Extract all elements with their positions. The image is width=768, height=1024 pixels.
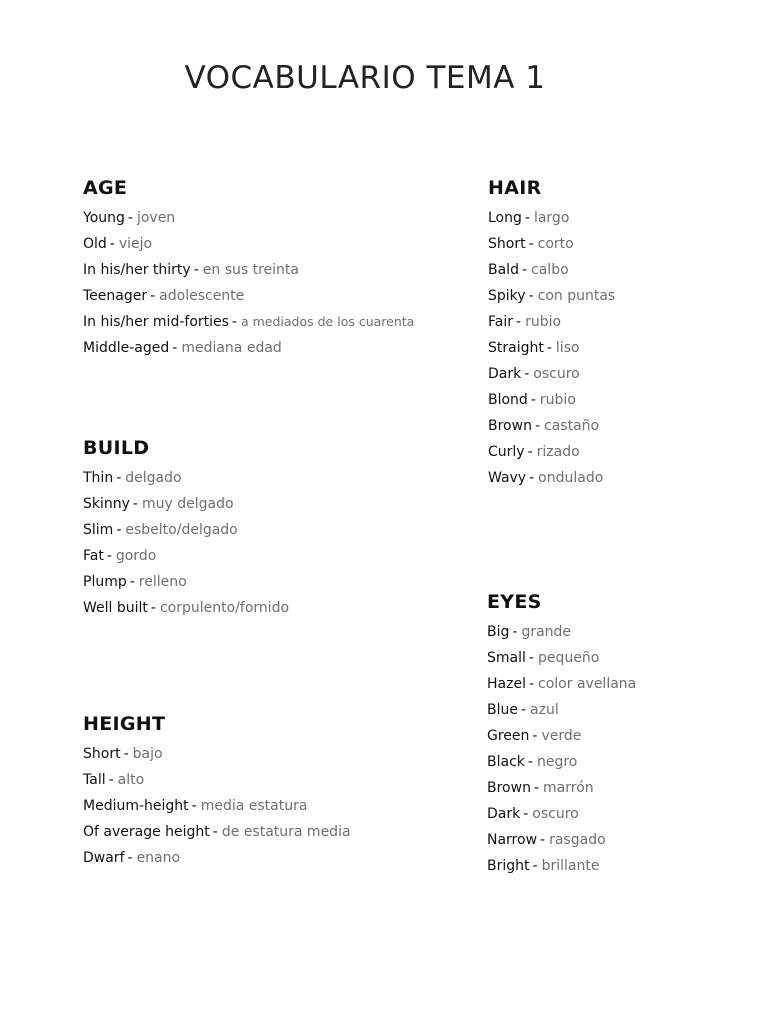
vocab-item: [487, 697, 636, 723]
separator: -: [528, 676, 535, 692]
separator: -: [127, 210, 133, 226]
vocab-item: [488, 231, 615, 257]
vocab-list-age: [83, 205, 414, 361]
separator: -: [108, 772, 114, 788]
page-title: VOCABULARIO TEMA 1: [184, 60, 546, 96]
vocab-item: [488, 283, 615, 309]
vocab-item: [83, 491, 289, 517]
separator: -: [527, 444, 533, 460]
spanish-translation: joven: [136, 210, 176, 226]
english-term: Young: [83, 210, 125, 226]
section-hair: [488, 177, 615, 491]
spanish-translation: en sus treinta: [202, 262, 299, 278]
english-term: Tall: [83, 772, 106, 788]
section-eyes: [487, 591, 636, 879]
separator: -: [123, 746, 129, 762]
vocab-item: [487, 619, 636, 645]
english-term: Skinny: [83, 496, 130, 512]
vocab-item: [487, 645, 636, 671]
vocab-item: [488, 465, 615, 491]
vocab-item: [83, 845, 351, 871]
vocab-item: [83, 793, 351, 819]
separator: -: [231, 314, 237, 330]
english-term: Middle-aged: [83, 340, 170, 356]
spanish-translation: negro: [536, 754, 578, 770]
separator: -: [150, 600, 156, 616]
english-term: Green: [487, 728, 530, 744]
english-term: In his/her mid-forties: [83, 314, 229, 330]
vocab-item: [488, 439, 615, 465]
english-term: Straight: [488, 340, 544, 356]
spanish-translation: viejo: [118, 236, 153, 252]
vocab-item: [83, 335, 414, 361]
section-heading-height: HEIGHT: [83, 713, 166, 735]
separator: -: [532, 728, 538, 744]
separator: -: [150, 288, 156, 304]
spanish-translation: bajo: [132, 746, 163, 762]
vocab-item: [83, 205, 414, 231]
english-term: Blue: [487, 702, 518, 718]
spanish-translation: enano: [136, 850, 181, 866]
spanish-translation: mediana edad: [181, 340, 282, 356]
english-term: Short: [488, 236, 526, 252]
vocab-item: [83, 283, 414, 309]
vocab-item: [83, 257, 414, 283]
vocab-item: [83, 465, 289, 491]
vocab-item: [487, 775, 636, 801]
section-height: [83, 713, 351, 871]
vocab-item: [83, 517, 289, 543]
spanish-translation: grande: [521, 624, 572, 640]
english-term: Teenager: [83, 288, 148, 304]
spanish-translation: verde: [541, 728, 582, 744]
spanish-translation: brillante: [541, 858, 600, 874]
section-heading-hair: HAIR: [488, 177, 542, 199]
english-term: Bright: [487, 858, 530, 874]
vocab-item: [83, 741, 351, 767]
english-term: Curly: [488, 444, 525, 460]
separator: -: [191, 798, 197, 814]
english-term: Of average height: [83, 824, 210, 840]
separator: -: [529, 470, 535, 486]
vocab-item: [488, 205, 615, 231]
separator: -: [524, 210, 530, 226]
spanish-translation: rasgado: [549, 832, 606, 848]
section-age: [83, 177, 414, 361]
spanish-translation: alto: [117, 772, 145, 788]
spanish-translation: adolescente: [159, 288, 245, 304]
english-term: Black: [487, 754, 525, 770]
spanish-translation: a mediados de los cuarenta: [240, 314, 415, 329]
separator: -: [521, 262, 528, 278]
english-term: Old: [83, 236, 107, 252]
separator: -: [512, 624, 518, 640]
english-term: In his/her thirty: [83, 262, 191, 278]
section-heading-build: BUILD: [83, 437, 150, 459]
spanish-translation: marrón: [543, 780, 594, 796]
separator: -: [527, 754, 533, 770]
separator: -: [540, 832, 546, 848]
separator: -: [532, 858, 538, 874]
separator: -: [528, 236, 534, 252]
separator: -: [116, 470, 122, 486]
vocab-item: [83, 309, 414, 335]
separator: -: [116, 522, 122, 538]
spanish-translation: liso: [555, 340, 580, 356]
separator: -: [193, 262, 199, 278]
english-term: Slim: [83, 522, 114, 538]
separator: -: [534, 418, 541, 434]
vocab-item: [83, 231, 414, 257]
separator: -: [172, 340, 178, 356]
english-term: Dark: [488, 366, 522, 382]
vocab-item: [488, 413, 615, 439]
vocab-item: [487, 723, 636, 749]
spanish-translation: delgado: [125, 470, 182, 486]
vocab-item: [488, 257, 615, 283]
vocab-item: [83, 819, 351, 845]
separator: -: [109, 236, 115, 252]
spanish-translation: rubio: [539, 392, 576, 408]
english-term: Narrow: [487, 832, 538, 848]
spanish-translation: con puntas: [537, 288, 616, 304]
english-term: Thin: [83, 470, 114, 486]
vocab-item: [487, 671, 636, 697]
spanish-translation: rizado: [536, 444, 580, 460]
spanish-translation: corpulento/fornido: [159, 600, 290, 616]
vocab-item: [488, 361, 615, 387]
spanish-translation: largo: [533, 210, 570, 226]
separator: -: [516, 314, 522, 330]
spanish-translation: oscuro: [532, 806, 579, 822]
spanish-translation: azul: [530, 702, 559, 718]
spanish-translation: gordo: [115, 548, 157, 564]
vocab-item: [487, 801, 636, 827]
english-term: Brown: [488, 418, 532, 434]
spanish-translation: relleno: [138, 574, 187, 590]
vocab-item: [83, 543, 289, 569]
spanish-translation: muy delgado: [141, 496, 234, 512]
vocab-item: [488, 309, 615, 335]
vocab-item: [487, 853, 636, 879]
vocab-item: [83, 595, 289, 621]
english-term: Plump: [83, 574, 127, 590]
vocab-item: [488, 335, 615, 361]
spanish-translation: castaño: [544, 418, 600, 434]
spanish-translation: corto: [537, 236, 574, 252]
separator: -: [530, 392, 536, 408]
separator: -: [533, 780, 540, 796]
english-term: Medium-height: [83, 798, 189, 814]
separator: -: [129, 574, 135, 590]
vocab-list-hair: [488, 205, 615, 491]
english-term: Dwarf: [83, 850, 125, 866]
vocab-item: [488, 387, 615, 413]
english-term: Well built: [83, 600, 148, 616]
english-term: Big: [487, 624, 510, 640]
english-term: Spiky: [488, 288, 526, 304]
section-heading-eyes: EYES: [487, 591, 542, 613]
vocab-list-height: [83, 741, 351, 871]
spanish-translation: ondulado: [538, 470, 604, 486]
separator: -: [127, 850, 133, 866]
english-term: Long: [488, 210, 522, 226]
section-build: [83, 437, 289, 621]
vocab-list-build: [83, 465, 289, 621]
separator: -: [528, 288, 534, 304]
english-term: Short: [83, 746, 121, 762]
english-term: Brown: [487, 780, 531, 796]
vocab-item: [487, 749, 636, 775]
english-term: Fair: [488, 314, 513, 330]
separator: -: [132, 496, 138, 512]
spanish-translation: media estatura: [200, 798, 308, 814]
separator: -: [523, 806, 529, 822]
separator: -: [106, 548, 112, 564]
english-term: Wavy: [488, 470, 527, 486]
vocab-list-eyes: [487, 619, 636, 879]
spanish-translation: color avellana: [538, 676, 637, 692]
english-term: Dark: [487, 806, 521, 822]
vocab-item: [487, 827, 636, 853]
separator: -: [212, 824, 218, 840]
separator: -: [546, 340, 552, 356]
separator: -: [528, 650, 534, 666]
english-term: Fat: [83, 548, 104, 564]
vocab-item: [83, 569, 289, 595]
english-term: Bald: [488, 262, 519, 278]
separator: -: [524, 366, 530, 382]
spanish-translation: esbelto/delgado: [125, 522, 238, 538]
spanish-translation: pequeño: [537, 650, 600, 666]
section-heading-age: AGE: [83, 177, 128, 199]
vocab-item: [83, 767, 351, 793]
spanish-translation: oscuro: [533, 366, 580, 382]
spanish-translation: calbo: [531, 262, 569, 278]
english-term: Hazel: [487, 676, 526, 692]
english-term: Blond: [488, 392, 528, 408]
separator: -: [520, 702, 527, 718]
spanish-translation: rubio: [525, 314, 562, 330]
english-term: Small: [487, 650, 526, 666]
spanish-translation: de estatura media: [221, 824, 351, 840]
